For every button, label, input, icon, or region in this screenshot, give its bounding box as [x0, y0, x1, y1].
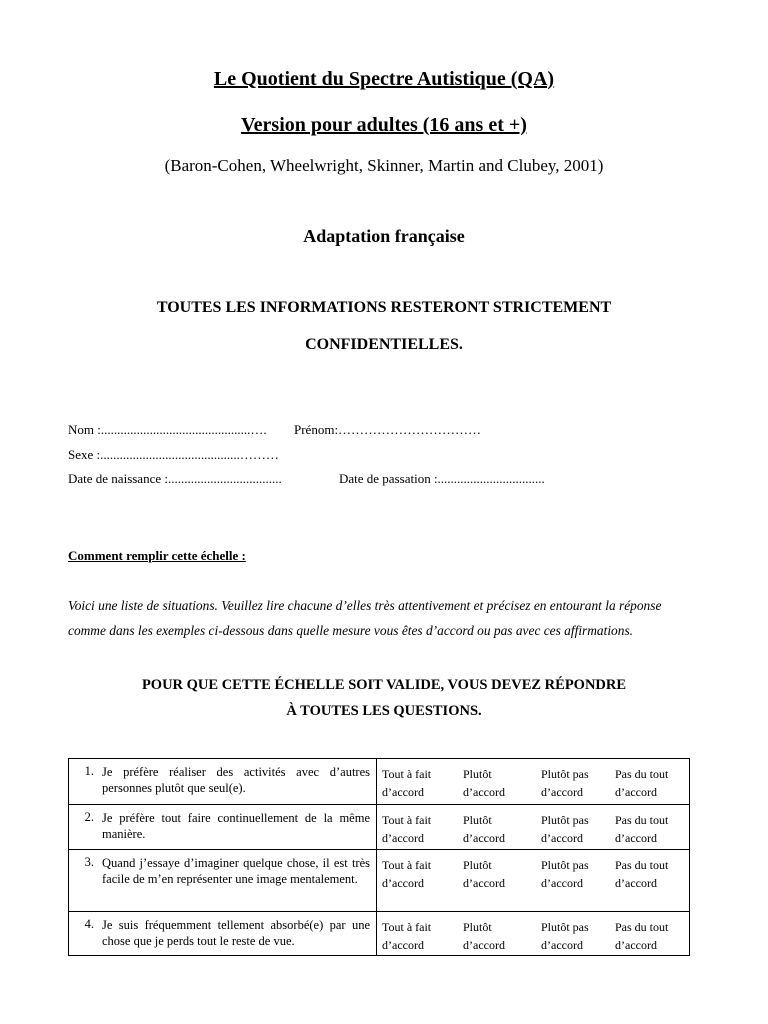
- option-plutot-pas-d-accord[interactable]: Plutôt pas d’accord: [541, 767, 589, 799]
- option-pas-du-tout-d-accord[interactable]: Pas du tout d’accord: [615, 920, 669, 952]
- option-plutot-pas-d-accord[interactable]: Plutôt pas d’accord: [541, 858, 589, 890]
- question-cell: [69, 759, 377, 805]
- adaptation-heading: Adaptation française: [303, 226, 465, 246]
- option-pas-du-tout-d-accord[interactable]: Pas du tout d’accord: [615, 858, 669, 890]
- instructions-line1: Voici une liste de situations. Veuillez lire chacune d’elles très attentivement et précisez en entourant la réponse: [68, 598, 662, 613]
- option-tout-a-fait-d-accord[interactable]: Tout à fait d’accord: [382, 858, 432, 890]
- date-passation-field: Date de passation :.................................: [339, 471, 545, 486]
- confidentiality-notice-line1: TOUTES LES INFORMATIONS RESTERONT STRICTEMENT: [156, 299, 612, 316]
- nom-field: Nom :..............................................….: [68, 422, 267, 437]
- answer-options-cell: [377, 805, 690, 850]
- option-pas-du-tout-d-accord[interactable]: Pas du tout d’accord: [615, 767, 669, 799]
- questionnaire-table: [68, 758, 690, 956]
- question-number: 1.: [84, 764, 94, 778]
- document-subtitle: Version pour adultes (16 ans et +): [241, 114, 527, 136]
- instructions-heading: Comment remplir cette échelle :: [68, 548, 246, 563]
- answer-options-cell: [377, 759, 690, 805]
- question-row: [69, 912, 690, 956]
- question-number: 3.: [84, 855, 94, 869]
- option-plutot-pas-d-accord[interactable]: Plutôt pas d’accord: [541, 813, 589, 845]
- date-naissance-field: Date de naissance :...................................: [68, 471, 282, 486]
- question-text: Quand j’essaye d’imaginer quelque chose, il est très facile de m’en représenter une image mentalement.: [102, 856, 370, 886]
- option-plutot-d-accord[interactable]: Plutôt d’accord: [463, 813, 505, 845]
- prenom-field: Prénom:……………………………: [294, 422, 482, 437]
- option-pas-du-tout-d-accord[interactable]: Pas du tout d’accord: [615, 813, 669, 845]
- option-plutot-d-accord[interactable]: Plutôt d’accord: [463, 767, 505, 799]
- option-plutot-pas-d-accord[interactable]: Plutôt pas d’accord: [541, 920, 589, 952]
- instructions-line2: comme dans les exemples ci-dessous dans quelle mesure vous êtes d’accord ou pas avec ces affirmations.: [68, 623, 634, 638]
- question-cell: [69, 805, 377, 850]
- option-tout-a-fait-d-accord[interactable]: Tout à fait d’accord: [382, 767, 432, 799]
- question-row: [69, 805, 690, 850]
- validity-warning-line2: À TOUTES LES QUESTIONS.: [286, 703, 482, 719]
- question-text: Je suis fréquemment tellement absorbé(e) par une chose que je perds tout le reste de vue.: [102, 918, 370, 948]
- answer-options-cell: [377, 912, 690, 956]
- question-number: 2.: [84, 810, 94, 824]
- option-tout-a-fait-d-accord[interactable]: Tout à fait d’accord: [382, 813, 432, 845]
- document-title: Le Quotient du Spectre Autistique (QA): [213, 68, 555, 90]
- citation: (Baron-Cohen, Wheelwright, Skinner, Martin and Clubey, 2001): [164, 156, 604, 175]
- sexe-field: Sexe :...........................................………: [68, 447, 279, 462]
- question-text: Je préfère tout faire continuellement de la même manière.: [102, 811, 370, 841]
- option-tout-a-fait-d-accord[interactable]: Tout à fait d’accord: [382, 920, 432, 952]
- confidentiality-notice-line2: CONFIDENTIELLES.: [305, 336, 463, 353]
- question-text: Je préfère réaliser des activités avec d’autres personnes plutôt que seul(e).: [102, 765, 370, 795]
- question-row: [69, 759, 690, 805]
- question-number: 4.: [84, 917, 94, 931]
- question-cell: [69, 912, 377, 956]
- question-cell: [69, 850, 377, 912]
- question-row: [69, 850, 690, 912]
- option-plutot-d-accord[interactable]: Plutôt d’accord: [463, 920, 505, 952]
- validity-warning-line1: POUR QUE CETTE ÉCHELLE SOIT VALIDE, VOUS DEVEZ RÉPONDRE: [141, 677, 627, 693]
- option-plutot-d-accord[interactable]: Plutôt d’accord: [463, 858, 505, 890]
- answer-options-cell: [377, 850, 690, 912]
